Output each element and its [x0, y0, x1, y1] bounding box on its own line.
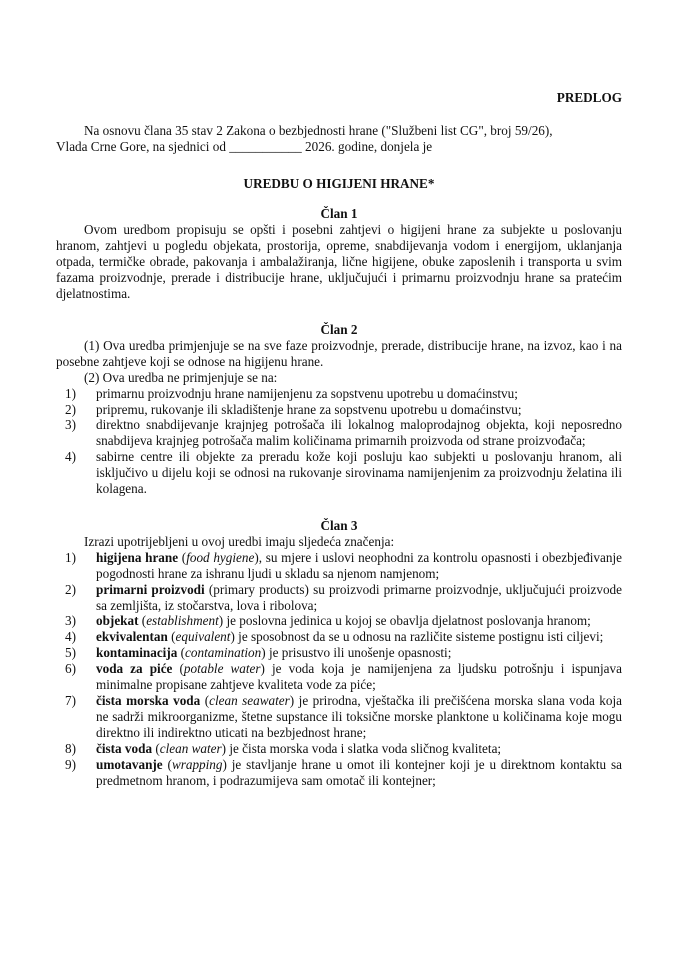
definition-item: 6) voda za piće (potable water) je voda koja je namijenjena za ljudsku potrošnju i ispunjava minimalne propisane zahtjeve kvaliteta vode za piće;	[65, 661, 622, 693]
definition-item: 1) higijena hrane (food hygiene), su mjere i uslovi neophodni za kontrolu opasnosti i obezbjeđivanje pogodnosti hrane za ishranu ljudi u skladu sa njenom namjenom;	[65, 549, 622, 581]
article-3-heading: Član 3	[320, 518, 358, 533]
article-2	[56, 322, 622, 497]
definition-term: objekat	[96, 613, 139, 629]
preamble-line-2: Vlada Crne Gore, na sjednici od ___________ 2026. godine, donjela je	[56, 138, 433, 154]
definition-term: higijena hrane	[96, 549, 179, 565]
definition-english-term: contamination	[185, 645, 262, 661]
definition-english-term: wrapping	[171, 756, 223, 772]
article-1-text: Ovom uredbom propisuju se opšti i posebni zahtjevi o higijeni hrane za subjekte u poslovanju hranom, zahtjevi u pogledu objekata, prostorija, opreme, snabdijevanja vodom i energijom, uklanjanja otpada, termičke obrade, pakovanja i ambalažiranja, lične higijene, obuke zaposlenih i transporta u svim fazama proizvodnje, prerade i distribucije hrane, uključujući i primarnu proizvodnju hrane sa pratećim djelatnostima.	[56, 221, 622, 301]
definition-term: kontaminacija	[96, 645, 178, 661]
predlog-label: PREDLOG	[556, 90, 622, 105]
definition-english-term: establishment	[146, 613, 219, 629]
definition-item: 7) čista morska voda (clean seawater) je prirodna, vještačka ili prečišćena morska slana voda koja ne sadrži mikroorganizme, štetne supstance ili toksične morske planktone u količinama koje mogu direktno ili indirektno uticati na bezbjednost hrane;	[65, 692, 622, 740]
definition-english-term: potable water	[183, 661, 261, 677]
preamble	[56, 123, 622, 155]
definition-term: voda za piće	[96, 661, 173, 677]
definitions-list	[56, 550, 622, 789]
article-1-heading: Član 1	[320, 206, 358, 221]
definition-item: 9) umotavanje (wrapping) je stavljanje hrane u omot ili kontejner koji je u direktnom kontaktu sa predmetnom hranom, i podrazumijeva sam omotač ili kontejner;	[65, 756, 622, 788]
article-3	[56, 518, 622, 788]
definition-item: 2) primarni proizvodi (primary products) su proizvodi primarne proizvodnje, uključujući proizvode sa zemljišta, iz stočarstva, lova i ribolova;	[65, 581, 622, 613]
article-2-heading: Član 2	[320, 322, 358, 337]
definition-english-term: equivalent	[175, 629, 231, 645]
definition-english-term: primary products	[213, 581, 305, 597]
definition-term: ekvivalentan	[96, 629, 168, 645]
preamble-line-1: Na osnovu člana 35 stav 2 Zakona o bezbjednosti hrane ("Službeni list CG", broj 59/26),	[84, 123, 553, 138]
definition-term: umotavanje	[96, 756, 163, 772]
list-item: 1) primarnu proizvodnju hrane namijenjenu za sopstvenu upotrebu u domaćinstvu;	[65, 385, 518, 401]
definition-term: primarni proizvodi	[96, 581, 205, 597]
document-title: UREDBU O HIGIJENI HRANE*	[243, 176, 435, 191]
definition-term: čista morska voda	[96, 692, 201, 708]
definition-term: čista voda	[96, 740, 153, 756]
definition-english-term: clean water	[159, 740, 222, 756]
definition-item: 5) kontaminacija (contamination) je prisustvo ili unošenje opasnosti;	[65, 645, 452, 661]
list-item: 2) pripremu, rukovanje ili skladištenje hrane za sopstvenu upotrebu u domaćinstvu;	[65, 401, 522, 417]
definition-english-term: food hygiene	[186, 549, 255, 565]
definition-item: 4) ekvivalentan (equivalent) je sposobnost da se u odnosu na različite sisteme postignu isti ciljevi;	[65, 629, 604, 645]
article-1	[56, 206, 622, 301]
list-item: 4) sabirne centre ili objekte za preradu kože koji posluju kao subjekti u poslovanju hranom, ali isključivo u dijelu koji se odnosi na rukovanje sirovinama namijenjenim za proizvodnju želatina ili kolagena.	[65, 449, 622, 497]
definition-english-term: clean seawater	[209, 692, 290, 708]
article-2-paragraph-2: (2) Ova uredba ne primjenjuje se na:	[84, 369, 278, 385]
article-2-paragraph-1: (1) Ova uredba primjenjuje se na sve faze proizvodnje, prerade, distribucije hrane, na izvoz, kao i na posebne zahtjeve koji se odnose na higijenu hrane.	[56, 337, 622, 369]
list-item: 3) direktno snabdijevanje krajnjeg potrošača ili lokalnog maloprodajnog objekta, koji neposredno snabdijeva krajnjeg potrošača malim količinama primarnih proizvoda od strane proizvođača;	[65, 417, 622, 449]
article-2-list	[56, 386, 622, 497]
definition-item: 8) čista voda (clean water) je čista morska voda i slatka voda sličnog kvaliteta;	[65, 740, 502, 756]
definition-item: 3) objekat (establishment) je poslovna jedinica u kojoj se obavlja djelatnost poslovanja hranom;	[65, 613, 591, 629]
article-3-intro: Izrazi upotrijebljeni u ovoj uredbi imaju sljedeća značenja:	[84, 533, 395, 549]
